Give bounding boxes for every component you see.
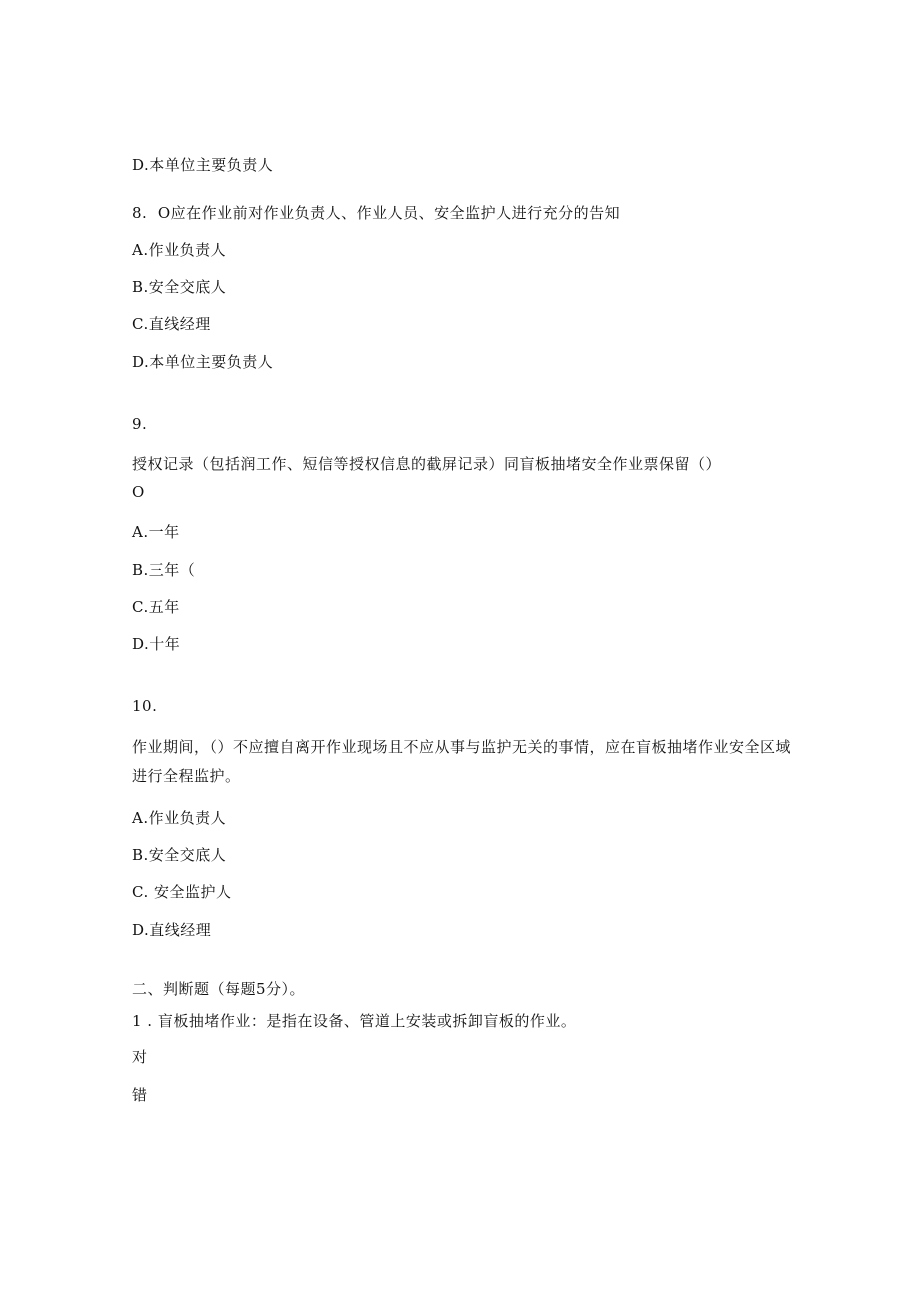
judge-q1-option-false: 错 (132, 1086, 148, 1104)
q8-option-d: D.本单位主要负责人 (132, 353, 274, 371)
q10-stem: 作业期间，（）不应擅自离开作业现场且不应从事与监护无关的事情，应在盲板抽堵作业安全区域进行全程监护。 (132, 738, 792, 785)
q10-option-d: D.直线经理 (132, 921, 212, 939)
q10-option-c: C. 安全监护人 (132, 883, 232, 901)
section2-heading: 二、判断题（每题5分）。 (132, 980, 306, 998)
judge-q1-option-true: 对 (132, 1048, 148, 1066)
q9-option-a: A.一年 (132, 523, 180, 541)
q9-number: 9. (132, 415, 148, 433)
q8-option-b: B.安全交底人 (132, 278, 227, 296)
q7-option-d: D.本单位主要负责人 (132, 156, 274, 174)
q9-option-b: B.三年（ (132, 561, 196, 579)
q9-stem-end: O (132, 483, 145, 501)
q10-option-b: B.安全交底人 (132, 846, 227, 864)
judge-q1-stem: 1 . 盲板抽堵作业：是指在设备、管道上安装或拆卸盲板的作业。 (132, 1012, 577, 1030)
q8-stem: 8. O应在作业前对作业负责人、作业人员、安全监护人进行充分的告知 (132, 204, 621, 222)
q9-option-c: C.五年 (132, 598, 180, 616)
q9-option-d: D.十年 (132, 635, 181, 653)
q10-option-a: A.作业负责人 (132, 809, 227, 827)
q10-number: 10. (132, 697, 158, 715)
q8-option-a: A.作业负责人 (132, 241, 227, 259)
q9-stem: 授权记录（包括润工作、短信等授权信息的截屏记录）同盲板抽堵安全作业票保留（） (132, 455, 722, 473)
q8-option-c: C.直线经理 (132, 315, 211, 333)
